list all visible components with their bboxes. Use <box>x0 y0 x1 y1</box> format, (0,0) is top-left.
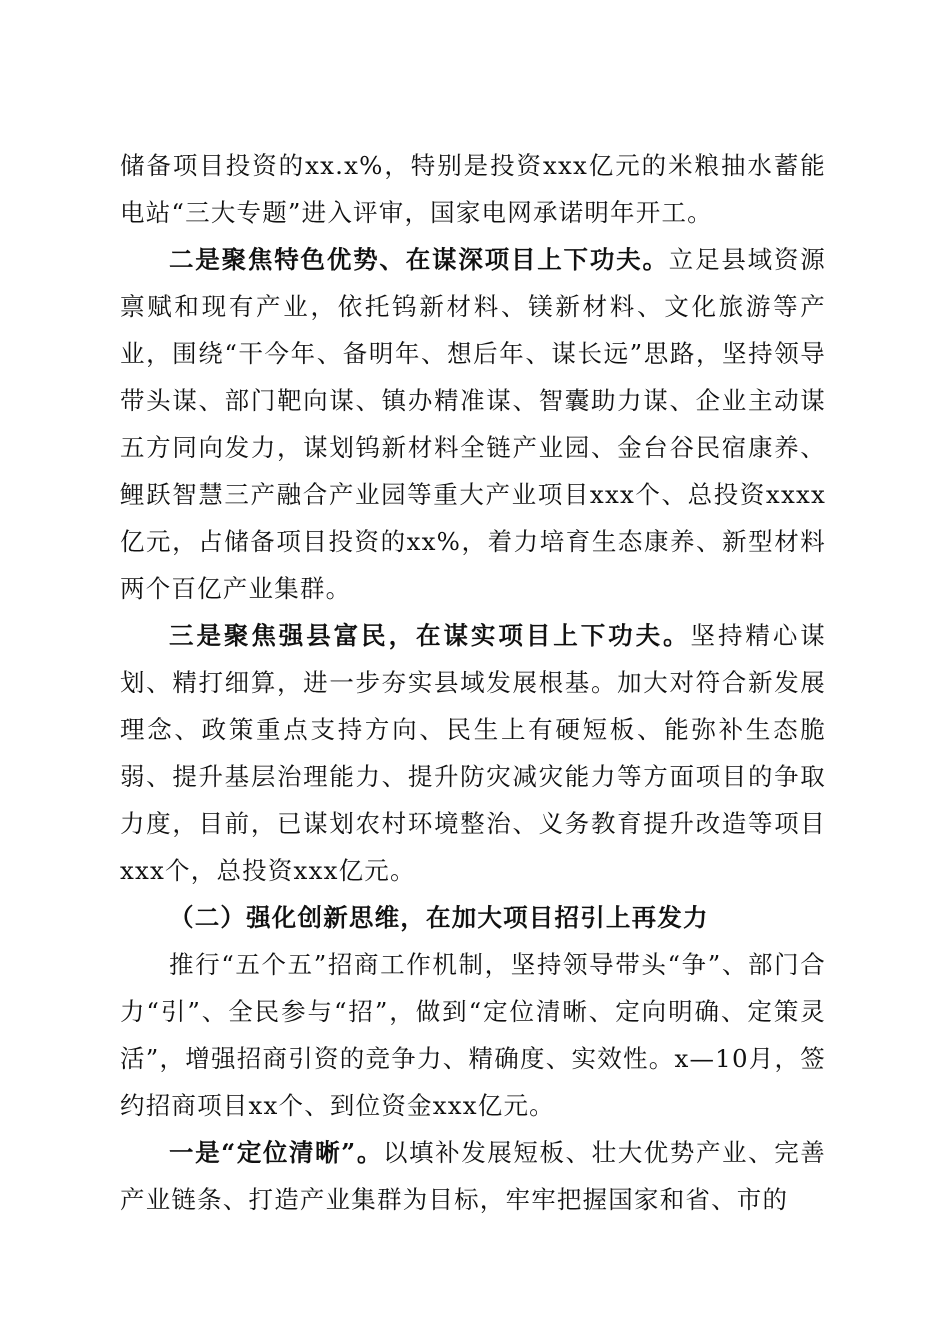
paragraph-text: 坚持精心谋划、精打细算，进一步夯实县域发展根基。加大对符合新发展理念、政策重点支持方向、民生上有硬短板、能弥补生态脆弱、提升基层治理能力、提升防灾减灾能力等方面项目的争取力度，目前，已谋划农村环境整治、义务教育提升改造等项目xxx个，总投资xxx亿元。 <box>120 621 826 885</box>
paragraph-lead: 二是聚焦特色优势、在谋深项目上下功夫。 <box>169 245 669 274</box>
paragraph-point-three <box>120 612 826 894</box>
paragraph-text: 推行“五个五”招商工作机制，坚持领导带头“争”、部门合力“引”、全民参与“招”，做到“定位清晰、定向明确、定策灵活”，增强招商引资的竞争力、精确度、实效性。x—10月，签约招商项目xx个、到位资金xxx亿元。 <box>120 950 826 1120</box>
document-page <box>120 142 826 1223</box>
paragraph-lead: 一是“定位清晰”。 <box>169 1138 383 1167</box>
paragraph-text: 以填补发展短板、壮大优势产业、完善产业链条、打造产业集群为目标，牢牢把握国家和省、市的 <box>120 1138 827 1214</box>
paragraph-point-two <box>120 236 826 612</box>
paragraph-lead: 三是聚焦强县富民，在谋实项目上下功夫。 <box>169 621 691 650</box>
paragraph-section-intro <box>120 941 826 1129</box>
paragraph-point-one <box>120 1129 826 1223</box>
paragraph-text: 储备项目投资的xx.x%，特别是投资xxx亿元的米粮抽水蓄能电站“三大专题”进入评审，国家电网承诺明年开工。 <box>120 151 826 227</box>
paragraph-continued <box>120 142 826 236</box>
section-heading: （二）强化创新思维，在加大项目招引上再发力 <box>169 903 709 932</box>
paragraph-text: 立足县域资源禀赋和现有产业，依托钨新材料、镁新材料、文化旅游等产业，围绕“干今年、备明年、想后年、谋长远”思路，坚持领导带头谋、部门靶向谋、镇办精准谋、智囊助力谋、企业主动谋五方同向发力，谋划钨新材料全链产业园、金台谷民宿康养、鲤跃智慧三产融合产业园等重大产业项目xxx个、总投资xxxx亿元，占储备项目投资的xx%，着力培育生态康养、新型材料两个百亿产业集群。 <box>120 245 826 603</box>
